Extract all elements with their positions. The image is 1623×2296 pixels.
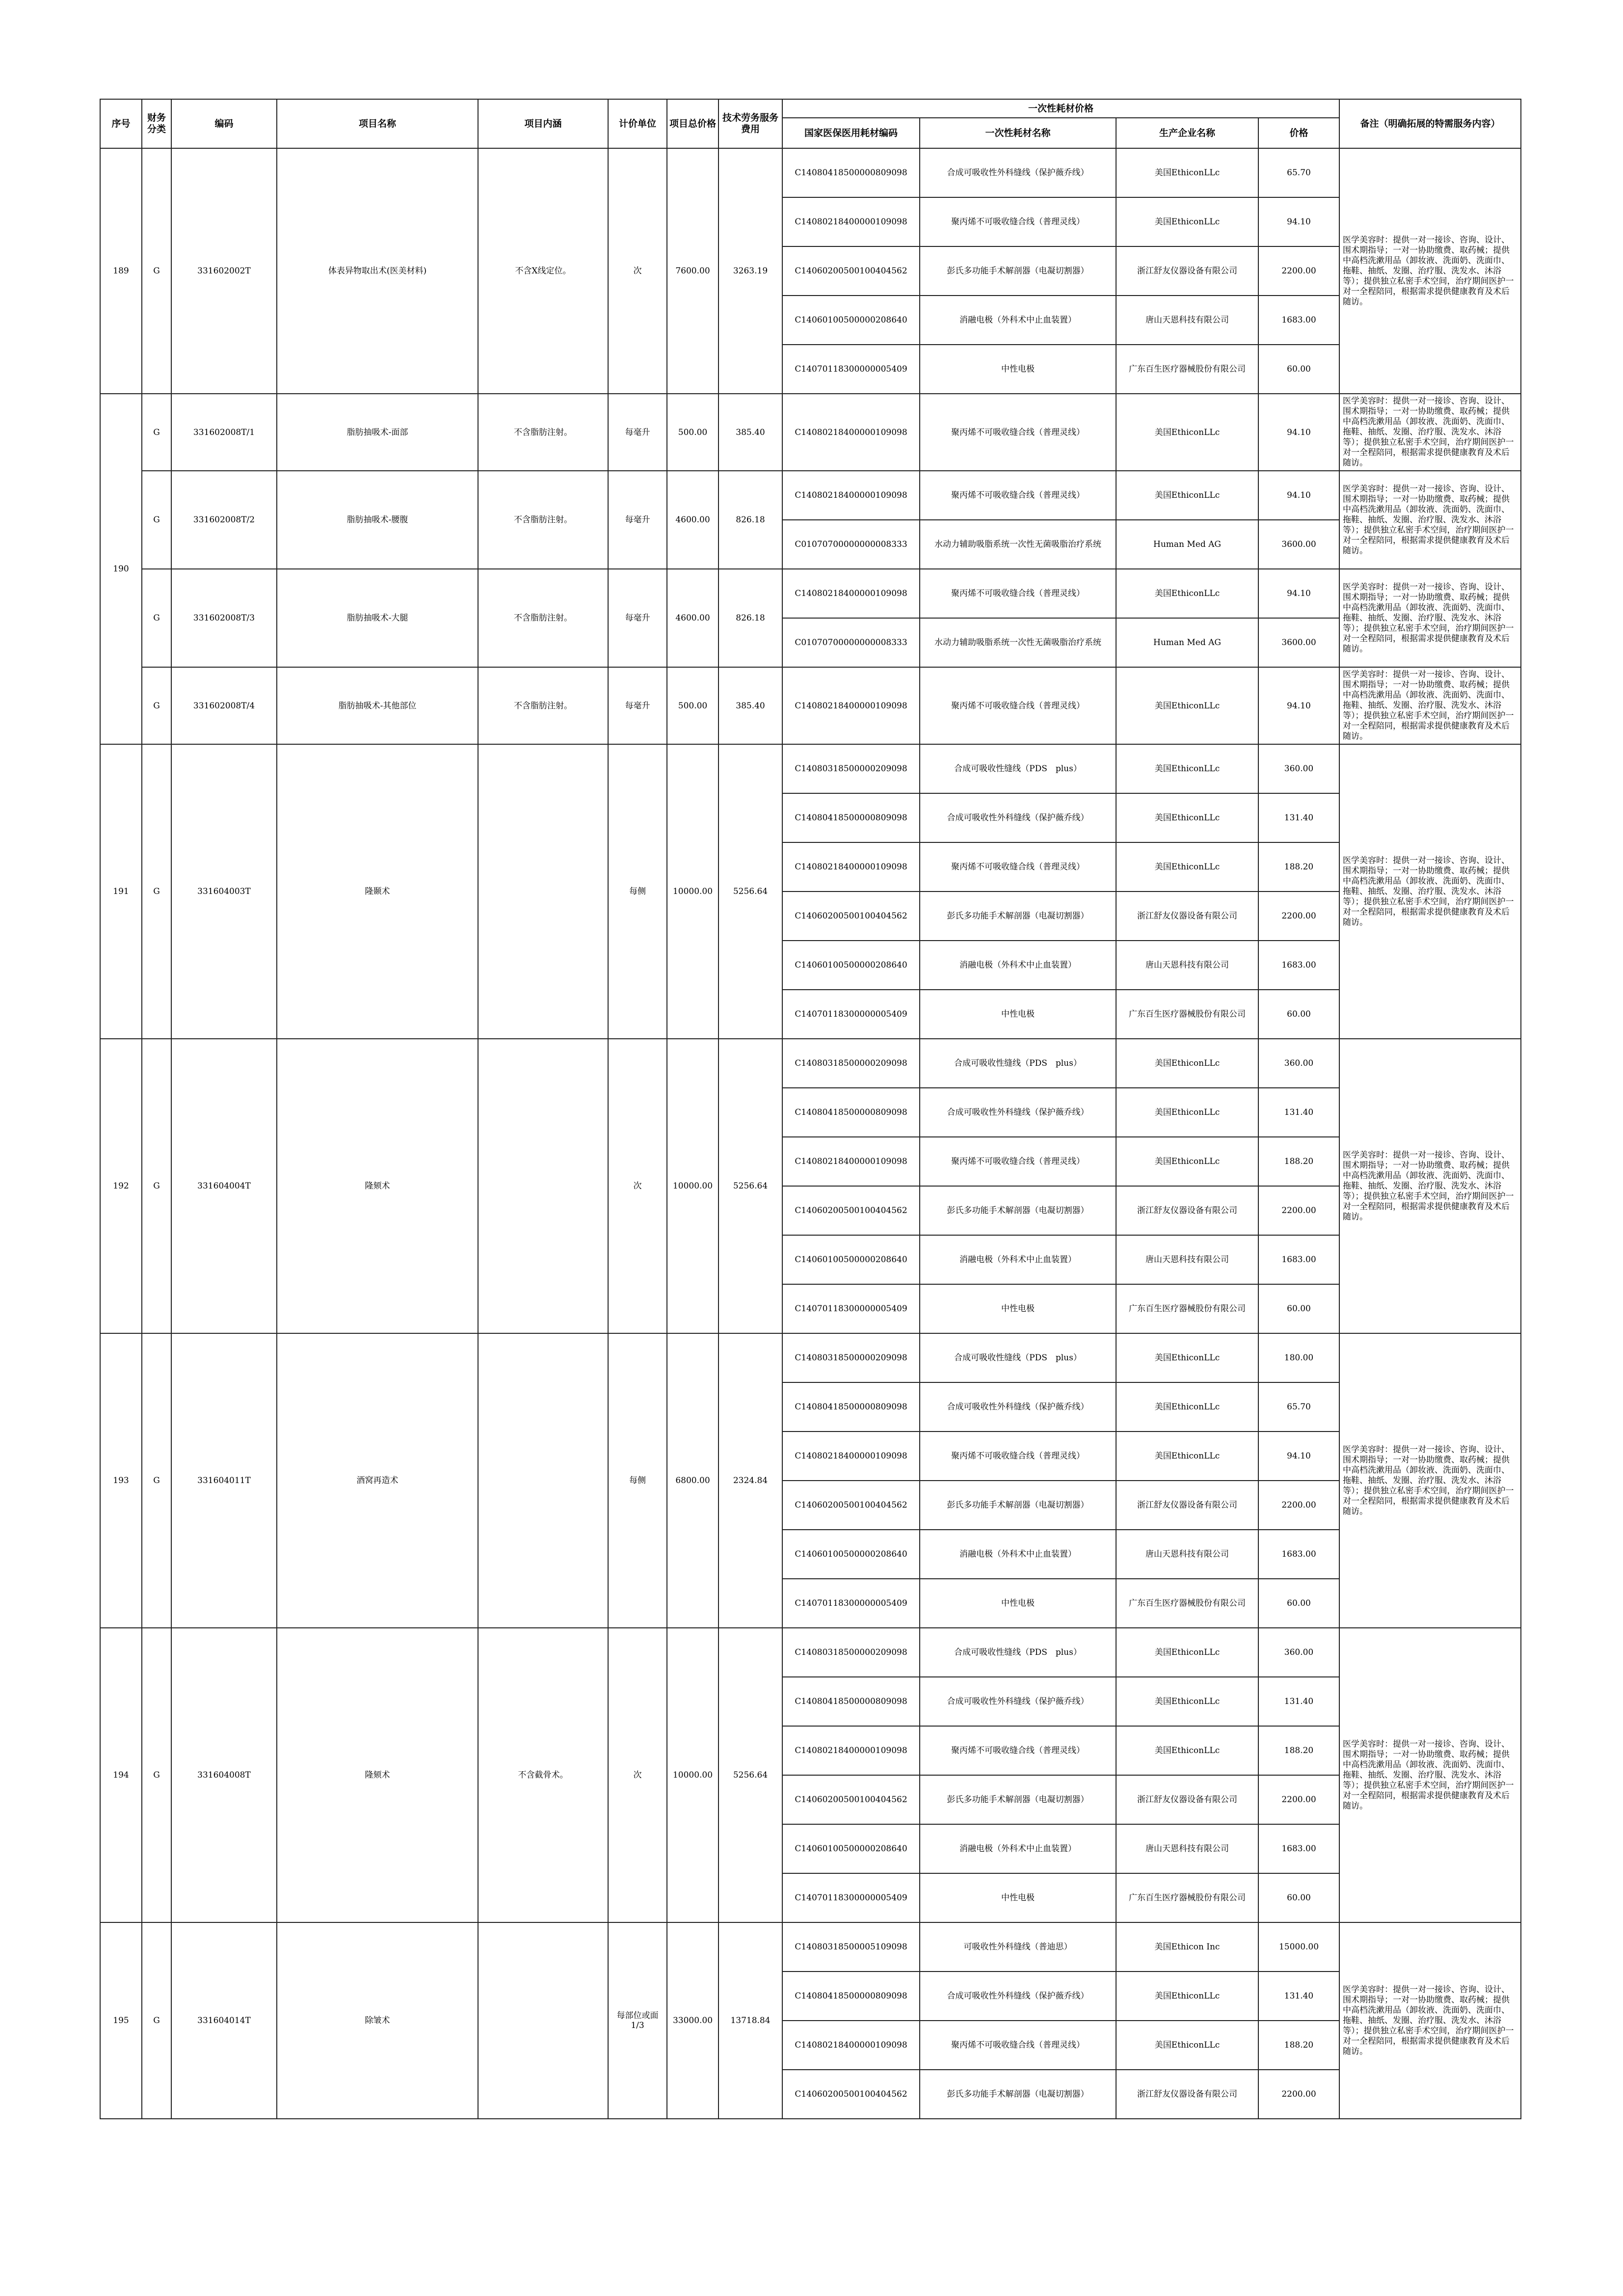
header-note: 备注（明确拓展的特需服务内容） xyxy=(1339,99,1521,148)
cons-code-cell: C01070700000000008333 xyxy=(782,618,920,667)
cons-mfr-cell: 美国EthiconLLc xyxy=(1116,569,1258,618)
cons-code-cell: C14080418500000809098 xyxy=(782,1088,920,1137)
labor-cell: 5256.64 xyxy=(718,1039,782,1333)
cons-name-cell: 中性电极 xyxy=(920,345,1116,394)
cons-mfr-cell: 美国EthiconLLc xyxy=(1116,1726,1258,1775)
header-consumables: 一次性耗材价格 xyxy=(782,99,1339,118)
unit-cell: 次 xyxy=(608,1628,667,1922)
note-cell: 医学美容时：提供一对一接诊、咨询、设计、围术期指导；一对一协助缴费、取药械；提供中高档洗漱用品（卸妆液、洗面奶、洗面巾、拖鞋、抽纸、发圈、治疗服、洗发水、沐浴等）；提供独立私密手术空间，治疗期间医护一对一全程陪同，根据需求提供健康教育及术后随访。 xyxy=(1339,1039,1521,1333)
cons-name-cell: 合成可吸收性外科缝线（保护薇乔线） xyxy=(920,793,1116,842)
cons-mfr-cell: 唐山天恩科技有限公司 xyxy=(1116,1824,1258,1873)
cons-price-cell: 2200.00 xyxy=(1258,1775,1339,1824)
name-cell: 脂肪抽吸术-其他部位 xyxy=(277,667,478,744)
header-unit: 计价单位 xyxy=(608,99,667,148)
cons-name-cell: 彭氏多功能手术解剖器（电凝切割器） xyxy=(920,1186,1116,1235)
cons-code-cell: C14080218400000109098 xyxy=(782,1432,920,1481)
header-cons-mfr: 生产企业名称 xyxy=(1116,118,1258,148)
cons-mfr-cell: 美国EthiconLLc xyxy=(1116,1137,1258,1186)
cons-mfr-cell: 美国EthiconLLc xyxy=(1116,1333,1258,1382)
cons-name-cell: 彭氏多功能手术解剖器（电凝切割器） xyxy=(920,891,1116,941)
cons-code-cell: C14080218400000109098 xyxy=(782,569,920,618)
cons-code-cell: C14080418500000809098 xyxy=(782,1382,920,1432)
cons-mfr-cell: 美国EthiconLLc xyxy=(1116,1972,1258,2021)
cons-code-cell: C14080218400000109098 xyxy=(782,842,920,891)
cons-name-cell: 消融电极（外科术中止血装置） xyxy=(920,296,1116,345)
header-content: 项目内涵 xyxy=(478,99,608,148)
content-cell: 不含截骨术。 xyxy=(478,1628,608,1922)
cons-name-cell: 消融电极（外科术中止血装置） xyxy=(920,1235,1116,1284)
seq-cell: 191 xyxy=(100,744,142,1039)
cons-code-cell: C14080218400000109098 xyxy=(782,667,920,744)
total-cell: 500.00 xyxy=(667,394,718,471)
cons-mfr-cell: 美国EthiconLLc xyxy=(1116,148,1258,197)
header-name: 项目名称 xyxy=(277,99,478,148)
fin-cell: G xyxy=(142,744,171,1039)
cons-price-cell: 1683.00 xyxy=(1258,1235,1339,1284)
cons-name-cell: 中性电极 xyxy=(920,990,1116,1039)
cons-mfr-cell: Human Med AG xyxy=(1116,520,1258,569)
cons-name-cell: 聚丙烯不可吸收缝合线（普理灵线） xyxy=(920,569,1116,618)
cons-code-cell: C14060100500000208640 xyxy=(782,1824,920,1873)
cons-price-cell: 180.00 xyxy=(1258,1333,1339,1382)
table-row xyxy=(100,1333,1521,1382)
note-cell: 医学美容时：提供一对一接诊、咨询、设计、围术期指导；一对一协助缴费、取药械；提供中高档洗漱用品（卸妆液、洗面奶、洗面巾、拖鞋、抽纸、发圈、治疗服、洗发水、沐浴等）；提供独立私密手术空间，治疗期间医护一对一全程陪同，根据需求提供健康教育及术后随访。 xyxy=(1339,667,1521,744)
note-cell: 医学美容时：提供一对一接诊、咨询、设计、围术期指导；一对一协助缴费、取药械；提供中高档洗漱用品（卸妆液、洗面奶、洗面巾、拖鞋、抽纸、发圈、治疗服、洗发水、沐浴等）；提供独立私密手术空间，治疗期间医护一对一全程陪同，根据需求提供健康教育及术后随访。 xyxy=(1339,394,1521,471)
cons-name-cell: 彭氏多功能手术解剖器（电凝切割器） xyxy=(920,246,1116,296)
fin-cell: G xyxy=(142,1922,171,2119)
cons-price-cell: 94.10 xyxy=(1258,569,1339,618)
cons-mfr-cell: 美国EthiconLLc xyxy=(1116,1039,1258,1088)
header-cons-price: 价格 xyxy=(1258,118,1339,148)
cons-price-cell: 1683.00 xyxy=(1258,941,1339,990)
cons-name-cell: 聚丙烯不可吸收缝合线（普理灵线） xyxy=(920,1137,1116,1186)
fin-cell: G xyxy=(142,1628,171,1922)
table-row xyxy=(100,1039,1521,1088)
cons-code-cell: C14080318500000209098 xyxy=(782,1039,920,1088)
fin-cell: G xyxy=(142,148,171,394)
note-cell: 医学美容时：提供一对一接诊、咨询、设计、围术期指导；一对一协助缴费、取药械；提供中高档洗漱用品（卸妆液、洗面奶、洗面巾、拖鞋、抽纸、发圈、治疗服、洗发水、沐浴等）；提供独立私密手术空间，治疗期间医护一对一全程陪同，根据需求提供健康教育及术后随访。 xyxy=(1339,471,1521,569)
cons-name-cell: 中性电极 xyxy=(920,1873,1116,1922)
cons-mfr-cell: 美国EthiconLLc xyxy=(1116,1088,1258,1137)
unit-cell: 次 xyxy=(608,148,667,394)
content-cell xyxy=(478,1039,608,1333)
cons-mfr-cell: 浙江舒友仪器设备有限公司 xyxy=(1116,1481,1258,1530)
cons-name-cell: 聚丙烯不可吸收缝合线（普理灵线） xyxy=(920,842,1116,891)
cons-code-cell: C14060100500000208640 xyxy=(782,941,920,990)
cons-mfr-cell: 广东百生医疗器械股份有限公司 xyxy=(1116,990,1258,1039)
cons-name-cell: 聚丙烯不可吸收缝合线（普理灵线） xyxy=(920,471,1116,520)
code-cell: 331602008T/3 xyxy=(171,569,277,667)
table-row xyxy=(100,1628,1521,1677)
cons-mfr-cell: 美国EthiconLLc xyxy=(1116,1382,1258,1432)
seq-cell: 193 xyxy=(100,1333,142,1628)
cons-price-cell: 188.20 xyxy=(1258,1726,1339,1775)
cons-name-cell: 水动力辅助吸脂系统一次性无菌吸脂治疗系统 xyxy=(920,618,1116,667)
labor-cell: 3263.19 xyxy=(718,148,782,394)
cons-price-cell: 188.20 xyxy=(1258,1137,1339,1186)
cons-code-cell: C14060200500100404562 xyxy=(782,246,920,296)
fin-cell: G xyxy=(142,1333,171,1628)
code-cell: 331604004T xyxy=(171,1039,277,1333)
table-body xyxy=(100,148,1521,2119)
cons-price-cell: 188.20 xyxy=(1258,842,1339,891)
cons-mfr-cell: 浙江舒友仪器设备有限公司 xyxy=(1116,1186,1258,1235)
header-labor: 技术劳务服务费用 xyxy=(718,99,782,148)
cons-code-cell: C14070118300000005409 xyxy=(782,1284,920,1333)
table-row xyxy=(100,744,1521,793)
cons-mfr-cell: 美国Ethicon Inc xyxy=(1116,1922,1258,1972)
cons-name-cell: 合成可吸收性缝线（PDS plus） xyxy=(920,1039,1116,1088)
cons-price-cell: 2200.00 xyxy=(1258,1186,1339,1235)
cons-code-cell: C14060100500000208640 xyxy=(782,1530,920,1579)
unit-cell: 次 xyxy=(608,1039,667,1333)
labor-cell: 5256.64 xyxy=(718,1628,782,1922)
cons-code-cell: C14080318500000209098 xyxy=(782,1628,920,1677)
cons-price-cell: 1683.00 xyxy=(1258,296,1339,345)
code-cell: 331604008T xyxy=(171,1628,277,1922)
content-cell: 不含脂肪注射。 xyxy=(478,569,608,667)
cons-name-cell: 聚丙烯不可吸收缝合线（普理灵线） xyxy=(920,1432,1116,1481)
seq-cell: 189 xyxy=(100,148,142,394)
cons-mfr-cell: 美国EthiconLLc xyxy=(1116,744,1258,793)
cons-price-cell: 60.00 xyxy=(1258,1284,1339,1333)
name-cell: 脂肪抽吸术-腰腹 xyxy=(277,471,478,569)
cons-name-cell: 聚丙烯不可吸收缝合线（普理灵线） xyxy=(920,667,1116,744)
cons-name-cell: 彭氏多功能手术解剖器（电凝切割器） xyxy=(920,1481,1116,1530)
cons-code-cell: C14080218400000109098 xyxy=(782,1726,920,1775)
cons-price-cell: 131.40 xyxy=(1258,793,1339,842)
fin-cell: G xyxy=(142,667,171,744)
cons-price-cell: 2200.00 xyxy=(1258,246,1339,296)
unit-cell: 每毫升 xyxy=(608,667,667,744)
cons-code-cell: C14080218400000109098 xyxy=(782,2021,920,2070)
code-cell: 331602002T xyxy=(171,148,277,394)
cons-price-cell: 131.40 xyxy=(1258,1088,1339,1137)
code-cell: 331602008T/2 xyxy=(171,471,277,569)
cons-code-cell: C14060200500100404562 xyxy=(782,2070,920,2119)
note-cell: 医学美容时：提供一对一接诊、咨询、设计、围术期指导；一对一协助缴费、取药械；提供中高档洗漱用品（卸妆液、洗面奶、洗面巾、拖鞋、抽纸、发圈、治疗服、洗发水、沐浴等）；提供独立私密手术空间，治疗期间医护一对一全程陪同，根据需求提供健康教育及术后随访。 xyxy=(1339,148,1521,394)
labor-cell: 826.18 xyxy=(718,569,782,667)
content-cell xyxy=(478,1333,608,1628)
cons-code-cell: C14080218400000109098 xyxy=(782,1137,920,1186)
cons-price-cell: 65.70 xyxy=(1258,148,1339,197)
cons-price-cell: 60.00 xyxy=(1258,1873,1339,1922)
cons-name-cell: 合成可吸收性缝线（PDS plus） xyxy=(920,744,1116,793)
cons-mfr-cell: 美国EthiconLLc xyxy=(1116,394,1258,471)
header-code: 编码 xyxy=(171,99,277,148)
header-seq: 序号 xyxy=(100,99,142,148)
header-cons-name: 一次性耗材名称 xyxy=(920,118,1116,148)
cons-mfr-cell: 美国EthiconLLc xyxy=(1116,1677,1258,1726)
labor-cell: 385.40 xyxy=(718,667,782,744)
unit-cell: 每侧 xyxy=(608,744,667,1039)
labor-cell: 5256.64 xyxy=(718,744,782,1039)
seq-cell: 190 xyxy=(100,394,142,744)
total-cell: 6800.00 xyxy=(667,1333,718,1628)
cons-name-cell: 中性电极 xyxy=(920,1284,1116,1333)
total-cell: 500.00 xyxy=(667,667,718,744)
content-cell: 不含脂肪注射。 xyxy=(478,394,608,471)
fin-cell: G xyxy=(142,569,171,667)
cons-name-cell: 合成可吸收性外科缝线（保护薇乔线） xyxy=(920,1382,1116,1432)
cons-mfr-cell: 美国EthiconLLc xyxy=(1116,667,1258,744)
table-row xyxy=(100,1922,1521,1972)
header-fin: 财务分类 xyxy=(142,99,171,148)
cons-mfr-cell: Human Med AG xyxy=(1116,618,1258,667)
total-cell: 7600.00 xyxy=(667,148,718,394)
header-total: 项目总价格 xyxy=(667,99,718,148)
table-row xyxy=(100,569,1521,618)
content-cell xyxy=(478,744,608,1039)
cons-price-cell: 94.10 xyxy=(1258,197,1339,246)
labor-cell: 826.18 xyxy=(718,471,782,569)
code-cell: 331604014T xyxy=(171,1922,277,2119)
cons-code-cell: C14080418500000809098 xyxy=(782,793,920,842)
total-cell: 10000.00 xyxy=(667,1039,718,1333)
cons-name-cell: 消融电极（外科术中止血装置） xyxy=(920,1530,1116,1579)
cons-mfr-cell: 唐山天恩科技有限公司 xyxy=(1116,941,1258,990)
cons-mfr-cell: 美国EthiconLLc xyxy=(1116,471,1258,520)
labor-cell: 13718.84 xyxy=(718,1922,782,2119)
cons-code-cell: C14080418500000809098 xyxy=(782,1972,920,2021)
seq-cell: 195 xyxy=(100,1922,142,2119)
cons-mfr-cell: 广东百生医疗器械股份有限公司 xyxy=(1116,1579,1258,1628)
cons-mfr-cell: 美国EthiconLLc xyxy=(1116,842,1258,891)
name-cell: 体表异物取出术(医美材料) xyxy=(277,148,478,394)
cons-name-cell: 聚丙烯不可吸收缝合线（普理灵线） xyxy=(920,2021,1116,2070)
cons-mfr-cell: 美国EthiconLLc xyxy=(1116,793,1258,842)
name-cell: 脂肪抽吸术-大腿 xyxy=(277,569,478,667)
cons-price-cell: 94.10 xyxy=(1258,1432,1339,1481)
cons-code-cell: C14080218400000109098 xyxy=(782,471,920,520)
content-cell xyxy=(478,1922,608,2119)
cons-code-cell: C14060100500000208640 xyxy=(782,1235,920,1284)
table-row xyxy=(100,148,1521,197)
note-cell: 医学美容时：提供一对一接诊、咨询、设计、围术期指导；一对一协助缴费、取药械；提供中高档洗漱用品（卸妆液、洗面奶、洗面巾、拖鞋、抽纸、发圈、治疗服、洗发水、沐浴等）；提供独立私密手术空间，治疗期间医护一对一全程陪同，根据需求提供健康教育及术后随访。 xyxy=(1339,744,1521,1039)
cons-name-cell: 消融电极（外科术中止血装置） xyxy=(920,941,1116,990)
cons-mfr-cell: 浙江舒友仪器设备有限公司 xyxy=(1116,2070,1258,2119)
name-cell: 脂肪抽吸术-面部 xyxy=(277,394,478,471)
cons-price-cell: 360.00 xyxy=(1258,1039,1339,1088)
cons-price-cell: 188.20 xyxy=(1258,2021,1339,2070)
cons-code-cell: C01070700000000008333 xyxy=(782,520,920,569)
cons-mfr-cell: 美国EthiconLLc xyxy=(1116,2021,1258,2070)
cons-code-cell: C14080418500000809098 xyxy=(782,148,920,197)
price-table xyxy=(100,99,1521,2119)
cons-code-cell: C14060200500100404562 xyxy=(782,891,920,941)
unit-cell: 每部位或面1/3 xyxy=(608,1922,667,2119)
cons-price-cell: 60.00 xyxy=(1258,1579,1339,1628)
cons-mfr-cell: 美国EthiconLLc xyxy=(1116,1432,1258,1481)
total-cell: 33000.00 xyxy=(667,1922,718,2119)
cons-code-cell: C14070118300000005409 xyxy=(782,990,920,1039)
cons-mfr-cell: 唐山天恩科技有限公司 xyxy=(1116,1530,1258,1579)
cons-code-cell: C14070118300000005409 xyxy=(782,1579,920,1628)
content-cell: 不含脂肪注射。 xyxy=(478,667,608,744)
name-cell: 除皱术 xyxy=(277,1922,478,2119)
cons-name-cell: 聚丙烯不可吸收缝合线（普理灵线） xyxy=(920,197,1116,246)
cons-code-cell: C14080318500000209098 xyxy=(782,1333,920,1382)
cons-price-cell: 15000.00 xyxy=(1258,1922,1339,1972)
fin-cell: G xyxy=(142,1039,171,1333)
unit-cell: 每侧 xyxy=(608,1333,667,1628)
total-cell: 10000.00 xyxy=(667,1628,718,1922)
code-cell: 331604003T xyxy=(171,744,277,1039)
seq-cell: 192 xyxy=(100,1039,142,1333)
cons-price-cell: 3600.00 xyxy=(1258,520,1339,569)
name-cell: 隆颏术 xyxy=(277,1628,478,1922)
cons-name-cell: 合成可吸收性外科缝线（保护薇乔线） xyxy=(920,1972,1116,2021)
cons-mfr-cell: 广东百生医疗器械股份有限公司 xyxy=(1116,1873,1258,1922)
fin-cell: G xyxy=(142,471,171,569)
cons-code-cell: C14080218400000109098 xyxy=(782,394,920,471)
cons-name-cell: 水动力辅助吸脂系统一次性无菌吸脂治疗系统 xyxy=(920,520,1116,569)
total-cell: 10000.00 xyxy=(667,744,718,1039)
cons-code-cell: C14080218400000109098 xyxy=(782,197,920,246)
cons-name-cell: 合成可吸收性外科缝线（保护薇乔线） xyxy=(920,1677,1116,1726)
cons-code-cell: C14080318500005109098 xyxy=(782,1922,920,1972)
cons-price-cell: 3600.00 xyxy=(1258,618,1339,667)
cons-name-cell: 聚丙烯不可吸收缝合线（普理灵线） xyxy=(920,394,1116,471)
table-row xyxy=(100,394,1521,471)
cons-mfr-cell: 美国EthiconLLc xyxy=(1116,197,1258,246)
unit-cell: 每毫升 xyxy=(608,569,667,667)
table-row xyxy=(100,471,1521,520)
cons-mfr-cell: 美国EthiconLLc xyxy=(1116,1628,1258,1677)
total-cell: 4600.00 xyxy=(667,471,718,569)
cons-price-cell: 1683.00 xyxy=(1258,1530,1339,1579)
cons-code-cell: C14070118300000005409 xyxy=(782,1873,920,1922)
note-cell: 医学美容时：提供一对一接诊、咨询、设计、围术期指导；一对一协助缴费、取药械；提供中高档洗漱用品（卸妆液、洗面奶、洗面巾、拖鞋、抽纸、发圈、治疗服、洗发水、沐浴等）；提供独立私密手术空间，治疗期间医护一对一全程陪同，根据需求提供健康教育及术后随访。 xyxy=(1339,1628,1521,1922)
cons-price-cell: 94.10 xyxy=(1258,394,1339,471)
cons-name-cell: 合成可吸收性缝线（PDS plus） xyxy=(920,1628,1116,1677)
cons-price-cell: 60.00 xyxy=(1258,345,1339,394)
cons-mfr-cell: 广东百生医疗器械股份有限公司 xyxy=(1116,345,1258,394)
cons-mfr-cell: 唐山天恩科技有限公司 xyxy=(1116,296,1258,345)
cons-price-cell: 94.10 xyxy=(1258,667,1339,744)
code-cell: 331604011T xyxy=(171,1333,277,1628)
cons-price-cell: 2200.00 xyxy=(1258,2070,1339,2119)
labor-cell: 2324.84 xyxy=(718,1333,782,1628)
cons-name-cell: 中性电极 xyxy=(920,1579,1116,1628)
cons-mfr-cell: 浙江舒友仪器设备有限公司 xyxy=(1116,891,1258,941)
name-cell: 隆颏术 xyxy=(277,1039,478,1333)
cons-price-cell: 360.00 xyxy=(1258,1628,1339,1677)
content-cell: 不含X线定位。 xyxy=(478,148,608,394)
cons-name-cell: 聚丙烯不可吸收缝合线（普理灵线） xyxy=(920,1726,1116,1775)
table-row xyxy=(100,667,1521,744)
cons-name-cell: 彭氏多功能手术解剖器（电凝切割器） xyxy=(920,2070,1116,2119)
cons-mfr-cell: 唐山天恩科技有限公司 xyxy=(1116,1235,1258,1284)
cons-code-cell: C14080418500000809098 xyxy=(782,1677,920,1726)
name-cell: 隆颞术 xyxy=(277,744,478,1039)
cons-name-cell: 彭氏多功能手术解剖器（电凝切割器） xyxy=(920,1775,1116,1824)
unit-cell: 每毫升 xyxy=(608,471,667,569)
total-cell: 4600.00 xyxy=(667,569,718,667)
note-cell: 医学美容时：提供一对一接诊、咨询、设计、围术期指导；一对一协助缴费、取药械；提供中高档洗漱用品（卸妆液、洗面奶、洗面巾、拖鞋、抽纸、发圈、治疗服、洗发水、沐浴等）；提供独立私密手术空间，治疗期间医护一对一全程陪同，根据需求提供健康教育及术后随访。 xyxy=(1339,569,1521,667)
cons-name-cell: 可吸收性外科缝线（普迪思） xyxy=(920,1922,1116,1972)
note-cell: 医学美容时：提供一对一接诊、咨询、设计、围术期指导；一对一协助缴费、取药械；提供中高档洗漱用品（卸妆液、洗面奶、洗面巾、拖鞋、抽纸、发圈、治疗服、洗发水、沐浴等）；提供独立私密手术空间，治疗期间医护一对一全程陪同，根据需求提供健康教育及术后随访。 xyxy=(1339,1333,1521,1628)
cons-mfr-cell: 浙江舒友仪器设备有限公司 xyxy=(1116,246,1258,296)
cons-price-cell: 94.10 xyxy=(1258,471,1339,520)
cons-price-cell: 1683.00 xyxy=(1258,1824,1339,1873)
cons-price-cell: 2200.00 xyxy=(1258,1481,1339,1530)
cons-price-cell: 65.70 xyxy=(1258,1382,1339,1432)
cons-price-cell: 131.40 xyxy=(1258,1972,1339,2021)
cons-code-cell: C14080318500000209098 xyxy=(782,744,920,793)
cons-price-cell: 131.40 xyxy=(1258,1677,1339,1726)
cons-name-cell: 合成可吸收性外科缝线（保护薇乔线） xyxy=(920,148,1116,197)
cons-code-cell: C14060200500100404562 xyxy=(782,1186,920,1235)
note-cell: 医学美容时：提供一对一接诊、咨询、设计、围术期指导；一对一协助缴费、取药械；提供中高档洗漱用品（卸妆液、洗面奶、洗面巾、拖鞋、抽纸、发圈、治疗服、洗发水、沐浴等）；提供独立私密手术空间，治疗期间医护一对一全程陪同，根据需求提供健康教育及术后随访。 xyxy=(1339,1922,1521,2119)
cons-code-cell: C14060100500000208640 xyxy=(782,296,920,345)
cons-price-cell: 360.00 xyxy=(1258,744,1339,793)
labor-cell: 385.40 xyxy=(718,394,782,471)
cons-name-cell: 消融电极（外科术中止血装置） xyxy=(920,1824,1116,1873)
content-cell: 不含脂肪注射。 xyxy=(478,471,608,569)
cons-name-cell: 合成可吸收性缝线（PDS plus） xyxy=(920,1333,1116,1382)
name-cell: 酒窝再造术 xyxy=(277,1333,478,1628)
cons-name-cell: 合成可吸收性外科缝线（保护薇乔线） xyxy=(920,1088,1116,1137)
cons-price-cell: 2200.00 xyxy=(1258,891,1339,941)
header-cons-code: 国家医保医用耗材编码 xyxy=(782,118,920,148)
cons-mfr-cell: 广东百生医疗器械股份有限公司 xyxy=(1116,1284,1258,1333)
cons-code-cell: C14060200500100404562 xyxy=(782,1775,920,1824)
cons-price-cell: 60.00 xyxy=(1258,990,1339,1039)
cons-code-cell: C14060200500100404562 xyxy=(782,1481,920,1530)
code-cell: 331602008T/4 xyxy=(171,667,277,744)
cons-code-cell: C14070118300000005409 xyxy=(782,345,920,394)
unit-cell: 每毫升 xyxy=(608,394,667,471)
fin-cell: G xyxy=(142,394,171,471)
seq-cell: 194 xyxy=(100,1628,142,1922)
cons-mfr-cell: 浙江舒友仪器设备有限公司 xyxy=(1116,1775,1258,1824)
code-cell: 331602008T/1 xyxy=(171,394,277,471)
